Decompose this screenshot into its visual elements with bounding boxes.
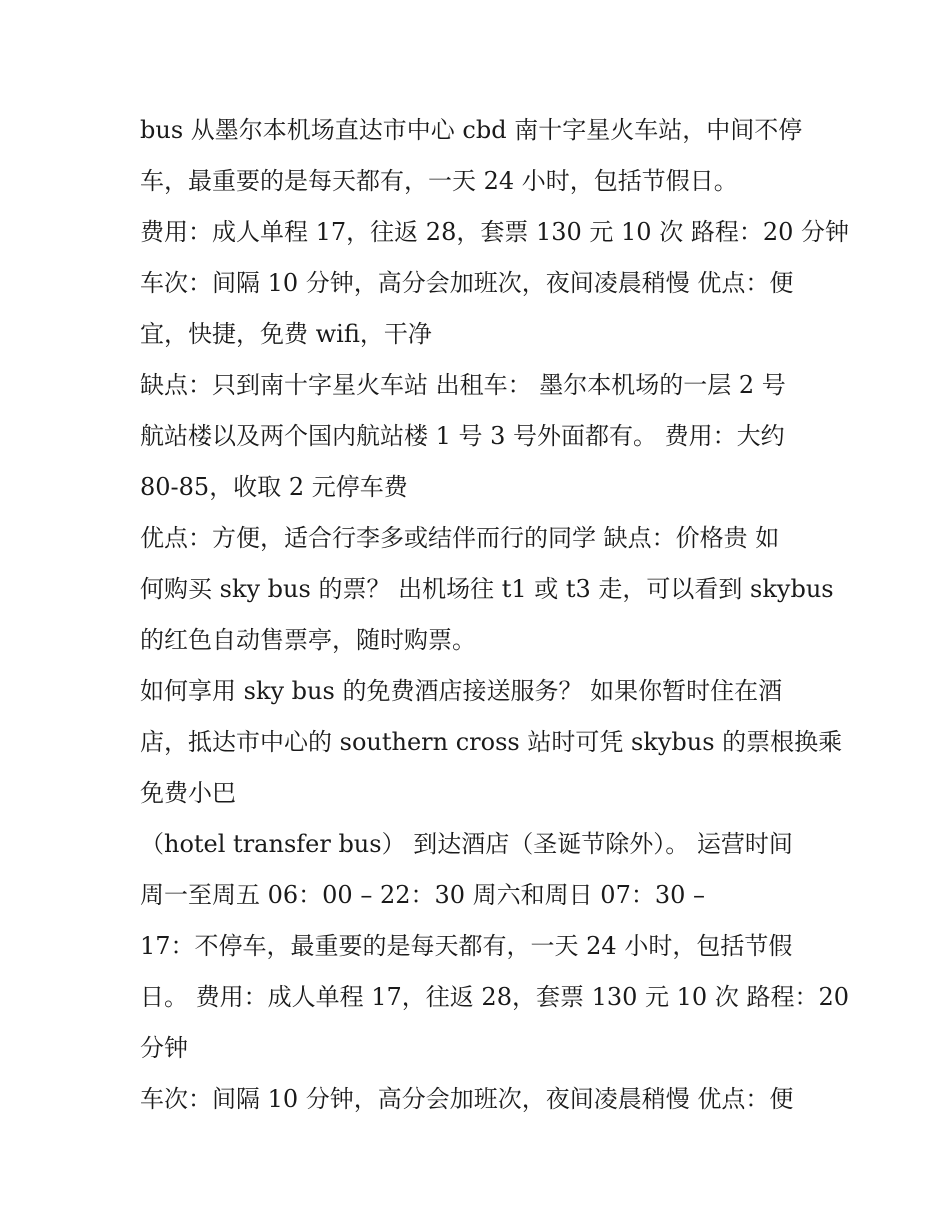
text-line-10: 何购买 sky bus 的票？ 出机场往 t1 或 t3 走，可以看到 skybus	[140, 575, 834, 603]
text-line-18: 日。 费用：成人单程 17，往返 28，套票 130 元 10 次 路程：20	[140, 983, 849, 1011]
document-body-text	[140, 105, 849, 1125]
text-line-9: 优点：方便，适合行李多或结伴而行的同学 缺点：价格贵 如	[140, 524, 780, 552]
text-line-15: （hotel transfer bus） 到达酒店（圣诞节除外）。 运营时间	[140, 830, 793, 858]
text-line-12: 如何享用 sky bus 的免费酒店接送服务？ 如果你暂时住在酒	[140, 677, 783, 705]
text-line-20: 车次：间隔 10 分钟，高分会加班次，夜间凌晨稍慢 优点：便	[140, 1085, 794, 1113]
text-line-7: 航站楼以及两个国内航站楼 1 号 3 号外面都有。 费用：大约	[140, 422, 785, 450]
text-line-11: 的红色自动售票亭，随时购票。	[140, 626, 476, 654]
text-line-14: 免费小巴	[140, 779, 236, 807]
text-line-19: 分钟	[140, 1034, 188, 1062]
text-line-1: bus 从墨尔本机场直达市中心 cbd 南十字星火车站，中间不停	[140, 116, 803, 144]
text-line-2: 车，最重要的是每天都有，一天 24 小时，包括节假日。	[140, 167, 738, 195]
text-line-5: 宜，快捷，免费 wifi，干净	[140, 320, 432, 348]
text-line-6: 缺点：只到南十字星火车站 出租车： 墨尔本机场的一层 2 号	[140, 371, 786, 399]
text-line-8: 80-85，收取 2 元停车费	[140, 473, 408, 501]
text-line-16: 周一至周五 06：00 – 22：30 周六和周日 07：30 –	[140, 881, 706, 909]
text-line-13: 店，抵达市中心的 southern cross 站时可凭 skybus 的票根换乘	[140, 728, 843, 756]
text-line-4: 车次：间隔 10 分钟，高分会加班次，夜间凌晨稍慢 优点：便	[140, 269, 794, 297]
text-line-17: 17：不停车，最重要的是每天都有，一天 24 小时，包括节假	[140, 932, 793, 960]
text-line-3: 费用：成人单程 17，往返 28，套票 130 元 10 次 路程：20 分钟	[140, 218, 849, 246]
